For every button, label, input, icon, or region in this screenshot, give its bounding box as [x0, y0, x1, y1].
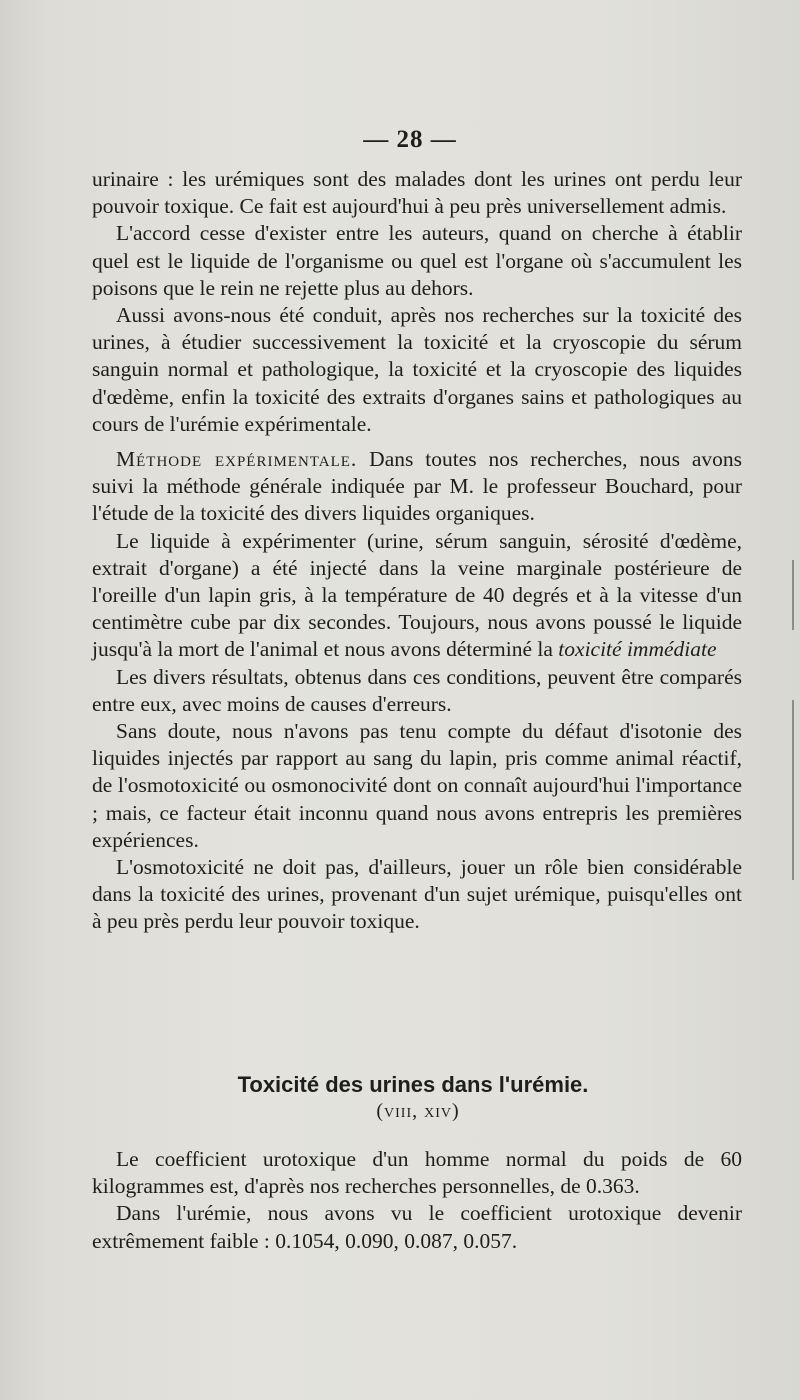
paragraph-aussi: Aussi avons-nous été conduit, après nos recherches sur la toxicité des urines, à étudier successivement la toxicité et la cryoscopie du sérum sanguin normal et pathologique, la toxicité et la cryoscopie des liquides d'œdème, enfin la toxicité des extraits d'organes sains et pathologiques au cours de l'urémie expérimentale.	[92, 303, 742, 436]
paragraph-methode	[92, 446, 742, 528]
section-text	[92, 1146, 742, 1255]
paragraph-urinaire: urinaire : les urémiques sont des malades dont les urines ont perdu leur pouvoir toxique. Ce fait est aujourd'hui à peu près universellement admis.	[92, 167, 742, 219]
injection-text: Le liquide à expérimenter (urine, sérum sanguin, sérosité d'œdème, extrait d'organe) a été injecté dans la veine marginale postérieure de l'oreille d'un lapin gris, à la température de 40 degrés et à la vitesse d'un centimètre cube par dix secondes. Toujours, nous avons poussé le liquide jusqu'à la mort de l'animal et nous avons déterminé la	[92, 528, 742, 662]
paragraph-uremie: Dans l'urémie, nous avons vu le coefficient urotoxique devenir extrêmement faible : 0.1054, 0.090, 0.087, 0.057.	[92, 1201, 742, 1253]
paragraph-injection	[92, 528, 742, 664]
margin-line	[792, 560, 794, 630]
paragraph-accord: L'accord cesse d'exister entre les auteurs, quand on cherche à établir quel est le liquide de l'organisme ou quel est l'organe où s'accumulent les poisons que le rein ne rejette plus au dehors.	[92, 221, 742, 300]
margin-line	[792, 700, 794, 880]
methode-heading: Méthode expérimentale.	[116, 447, 358, 472]
toxicite-immediate-italic: toxicité immédiate	[558, 637, 717, 662]
paragraph-coefficient: Le coefficient urotoxique d'un homme normal du poids de 60 kilogrammes est, d'après nos recherches personnelles, de 0.363.	[92, 1147, 742, 1199]
section-reference: (viii, xiv)	[376, 1100, 460, 1122]
main-text	[92, 166, 742, 936]
paragraph-resultats: Les divers résultats, obtenus dans ces conditions, peuvent être comparés entre eux, avec moins de causes d'erreurs.	[92, 664, 742, 716]
section-title: Toxicité des urines dans l'urémie.	[237, 1072, 589, 1097]
paragraph-osmotoxicite: L'osmotoxicité ne doit pas, d'ailleurs, jouer un rôle bien considérable dans la toxicité des urines, provenant d'un sujet urémique, puisqu'elles ont à peu près perdu leur pouvoir toxique.	[92, 855, 742, 934]
paragraph-sans-doute: Sans doute, nous n'avons pas tenu compte du défaut d'isotonie des liquides injectés par rapport au sang du lapin, pris comme animal réactif, de l'osmotoxicité ou osmonocivité dont on connaît aujourd'hui l'importance ; mais, ce facteur était inconnu quand nous avons entrepris les premières expériences.	[92, 719, 742, 852]
methode-text: Dans toutes nos recherches, nous avons suivi la méthode générale indiquée par M. le professeur Bouchard, pour l'étude de la toxicité des divers liquides organiques.	[92, 447, 742, 526]
page-number: — 28 —	[363, 126, 457, 153]
